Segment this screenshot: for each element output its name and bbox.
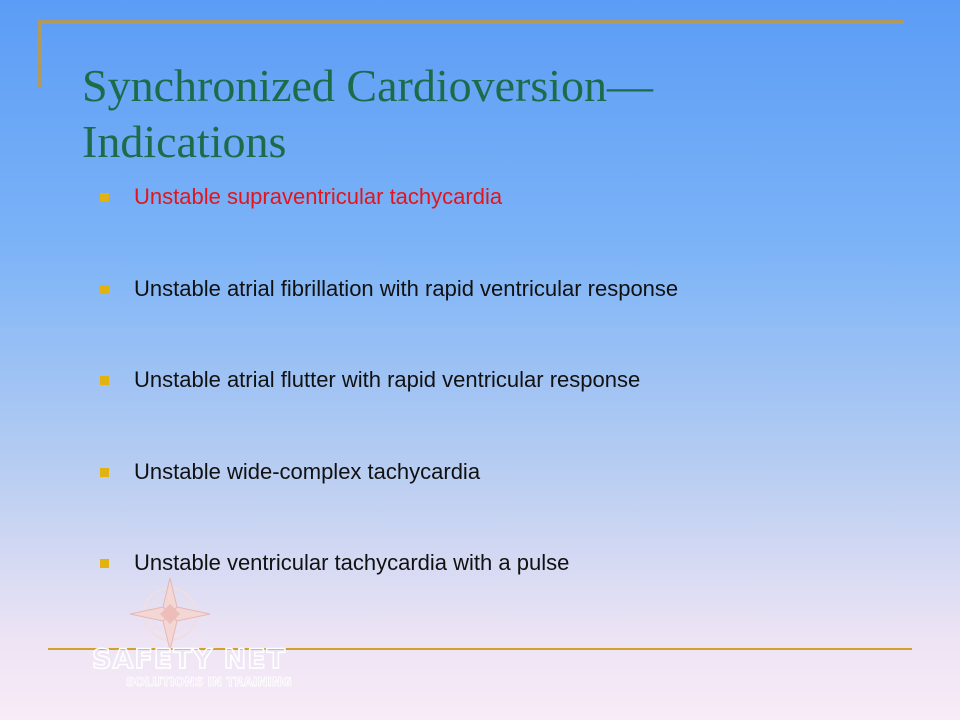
- bullet-square-icon: [100, 285, 109, 294]
- bullet-text: Unstable atrial flutter with rapid ventricular response: [134, 367, 641, 392]
- bullet-text: Unstable supraventricular tachycardia: [134, 184, 503, 209]
- safety-net-logo: [90, 576, 310, 694]
- bullet-item: [100, 367, 640, 393]
- bullet-square-icon: [100, 559, 109, 568]
- bullet-item: [100, 459, 480, 485]
- bullet-square-icon: [100, 376, 109, 385]
- bullet-text: Unstable wide-complex tachycardia: [134, 459, 481, 484]
- bullet-text: Unstable ventricular tachycardia with a pulse: [134, 550, 570, 575]
- compass-star-icon: [130, 578, 210, 650]
- title-line-1: Synchronized Cardioversion—: [82, 60, 654, 111]
- title-line-2: Indications: [82, 116, 287, 167]
- slide-title: [82, 58, 902, 170]
- bullet-square-icon: [100, 468, 109, 477]
- bullet-item: [100, 184, 502, 210]
- bullet-item: [100, 550, 569, 576]
- corner-frame-left: [38, 20, 42, 88]
- corner-frame-top: [38, 20, 904, 24]
- logo-tagline: SOLUTIONS IN TRAINING: [126, 675, 292, 689]
- bullet-text: Unstable atrial fibrillation with rapid ventricular response: [134, 276, 679, 301]
- bullet-square-icon: [100, 193, 109, 202]
- logo-wordmark: SAFETY NET: [92, 644, 287, 675]
- bullet-item: [100, 276, 678, 302]
